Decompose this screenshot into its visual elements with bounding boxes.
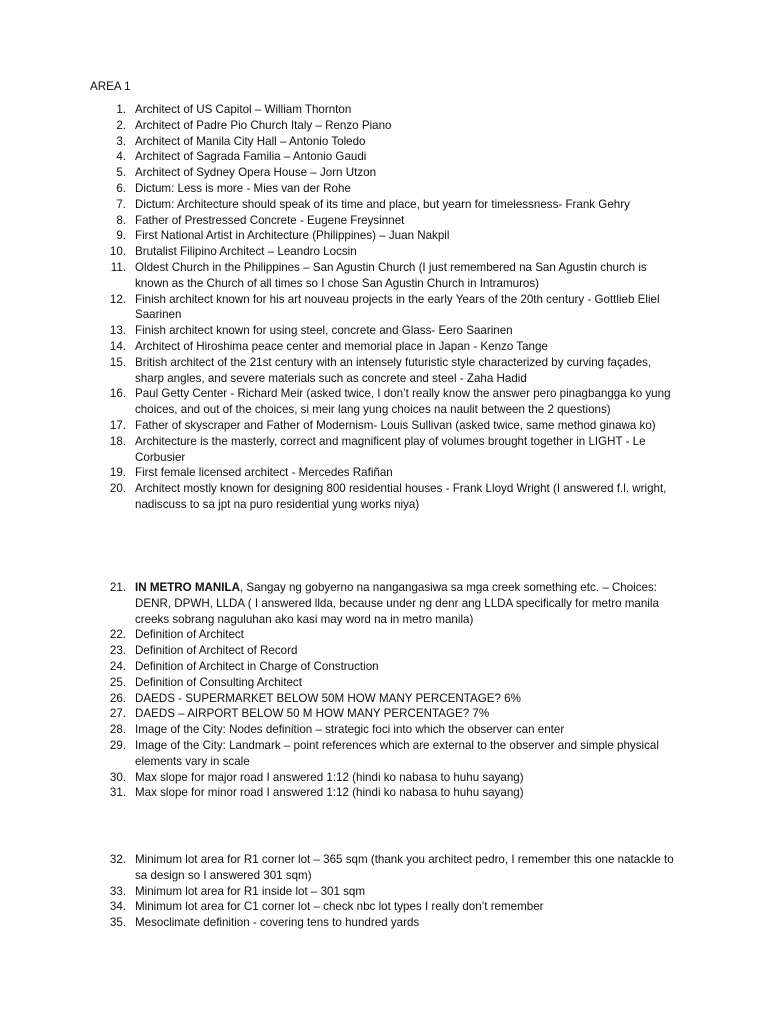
- list-item-text: Architect mostly known for designing 800 residential houses - Frank Lloyd Wright (I answered f.l. wright, nadiscuss to sa jpt na puro residential yung works niya): [135, 482, 667, 511]
- list-item-number: 30.: [109, 770, 126, 784]
- list-item-text: Architect of Padre Pio Church Italy – Renzo Piano: [135, 118, 392, 132]
- list-item: [0, 228, 680, 244]
- list-item: [0, 852, 680, 884]
- list-item: [0, 323, 680, 339]
- list-item: [0, 722, 680, 738]
- list-item: [0, 738, 680, 770]
- list-item: [0, 149, 680, 165]
- list-item: [0, 770, 680, 786]
- list-item-number: 25.: [109, 675, 126, 689]
- list-item-number: 8.: [116, 213, 126, 227]
- list-item: [0, 244, 680, 260]
- list-item-text: Image of the City: Nodes definition – strategic foci into which the observer can enter: [135, 723, 565, 737]
- list-item: [0, 355, 680, 387]
- list-item-number: 34.: [109, 900, 126, 914]
- list-item-number: 2.: [116, 118, 126, 132]
- list-item-number: 33.: [109, 884, 126, 898]
- list-item-text: Minimum lot area for R1 inside lot – 301 sqm: [135, 884, 366, 898]
- list-item: [0, 627, 680, 643]
- list-item-number: 22.: [109, 628, 126, 642]
- list-item-number: 6.: [116, 181, 126, 195]
- list-item-text: Max slope for major road I answered 1:12 (hindi ko nabasa to huhu sayang): [135, 770, 524, 784]
- list-item-number: 31.: [109, 786, 126, 800]
- list-item: [0, 134, 680, 150]
- list-item: [0, 213, 680, 229]
- list-item-number: 9.: [116, 229, 126, 243]
- list-item: [0, 102, 680, 118]
- list-item: [0, 339, 680, 355]
- list-group-1: [0, 102, 680, 513]
- list-item-text: Architect of Hiroshima peace center and memorial place in Japan - Kenzo Tange: [135, 339, 548, 353]
- list-item: [0, 785, 680, 801]
- list-item-text: Definition of Consulting Architect: [135, 675, 302, 689]
- list-item-number: 11.: [110, 260, 126, 274]
- list-item-number: 1.: [116, 103, 126, 116]
- list-item-text: Architect of US Capitol – William Thornton: [135, 103, 352, 116]
- list-item: [0, 465, 680, 481]
- list-item-text: Mesoclimate definition - covering tens to hundred yards: [135, 916, 420, 930]
- list-item-number: 26.: [109, 691, 126, 705]
- list-item-number: 32.: [109, 853, 126, 866]
- list-item-text: DAEDS - SUPERMARKET BELOW 50M HOW MANY PERCENTAGE? 6%: [135, 691, 521, 705]
- list-item: [0, 659, 680, 675]
- list-item: [0, 643, 680, 659]
- list-item-number: 7.: [116, 197, 126, 211]
- list-item-text: Max slope for minor road I answered 1:12 (hindi ko nabasa to huhu sayang): [135, 786, 524, 800]
- list-item-number: 13.: [109, 324, 126, 338]
- list-item-text: Image of the City: Landmark – point references which are external to the observer and simple physical elements vary in scale: [135, 738, 659, 768]
- list-item-number: 27.: [109, 707, 126, 721]
- list-item-number: 14.: [109, 339, 126, 353]
- list-item: [0, 197, 680, 213]
- list-item-text: Definition of Architect of Record: [135, 644, 298, 658]
- list-item-text: Paul Getty Center - Richard Meir (asked twice, I don’t really know the answer pero pinagbangga ko yung choices, and out of the choices, si meir lang yung choices na naulit between the 2 questions): [135, 387, 671, 417]
- list-item-number: 20.: [109, 482, 126, 496]
- list-item: [0, 181, 680, 197]
- list-item: [0, 434, 680, 466]
- list-group-2: [0, 580, 680, 801]
- list-item-text: Minimum lot area for C1 corner lot – check nbc lot types I really don’t remember: [135, 900, 544, 914]
- list-item: [0, 292, 680, 324]
- list-item: [0, 418, 680, 434]
- list-item-number: 18.: [109, 434, 126, 448]
- list-item-number: 5.: [116, 166, 126, 180]
- list-item-text: Brutalist Filipino Architect – Leandro Locsin: [135, 245, 357, 259]
- list-item-number: 19.: [109, 466, 126, 480]
- list-item: [0, 580, 680, 627]
- list-item: [0, 260, 680, 292]
- list-item: [0, 386, 680, 418]
- list-item: [0, 884, 680, 900]
- list-item-number: 28.: [109, 723, 126, 737]
- list-item-number: 16.: [109, 387, 126, 401]
- list-item-number: 35.: [109, 916, 126, 930]
- list-item-text: First female licensed architect - Mercedes Rafiñan: [135, 466, 393, 480]
- list-item-number: 23.: [109, 644, 126, 658]
- list-item-text: Finish architect known for his art nouveau projects in the early Years of the 20th century - Gottlieb Eliel Saarinen: [135, 292, 660, 322]
- list-item-text: First National Artist in Architecture (Philippines) – Juan Nakpil: [135, 229, 450, 243]
- list-item-text: Architect of Sydney Opera House – Jorn Utzon: [135, 166, 377, 180]
- list-item-number: 12.: [109, 292, 126, 306]
- list-item: [0, 118, 680, 134]
- list-item-number: 15.: [109, 355, 126, 369]
- document-heading: AREA 1: [90, 80, 131, 93]
- list-item-number: 21.: [109, 581, 126, 594]
- list-item-number: 4.: [116, 150, 126, 164]
- list-item: [0, 165, 680, 181]
- list-item-text: British architect of the 21st century with an intensely futuristic style characterized by curving façades, sharp angles, and severe materials such as concrete and steel - Zaha Hadid: [135, 355, 652, 385]
- list-item-bold-text: IN METRO MANILA: [135, 581, 240, 594]
- list-item: [0, 899, 680, 915]
- list-item: [0, 915, 680, 931]
- list-item-text: , Sangay ng gobyerno na nangangasiwa sa mga creek something etc. – Choices: DENR, DPWH, LLDA ( I answered llda, because under ng denr ang LLDA specifically for metro manila creeks sobrang naguluhan ako kasi may word na in metro manila): [135, 581, 659, 626]
- list-item-number: 24.: [109, 659, 126, 673]
- list-item: [0, 675, 680, 691]
- list-item-text: Dictum: Less is more - Mies van der Rohe: [135, 181, 351, 195]
- list-item-text: Finish architect known for using steel, concrete and Glass- Eero Saarinen: [135, 324, 513, 338]
- list-item-number: 3.: [116, 134, 126, 148]
- list-group-3: [0, 852, 680, 931]
- list-item-text: Architecture is the masterly, correct and magnificent play of volumes brought together in LIGHT - Le Corbusier: [135, 434, 646, 464]
- list-item-text: Dictum: Architecture should speak of its time and place, but yearn for timelessness- Frank Gehry: [135, 197, 630, 211]
- list-item-text: Father of Prestressed Concrete - Eugene Freysinnet: [135, 213, 405, 227]
- list-item-number: 10.: [109, 245, 126, 259]
- list-item-text: Architect of Manila City Hall – Antonio Toledo: [135, 134, 366, 148]
- list-item-text: DAEDS – AIRPORT BELOW 50 M HOW MANY PERCENTAGE? 7%: [135, 707, 490, 721]
- list-item-number: 29.: [109, 738, 126, 752]
- list-item-text: Architect of Sagrada Familia – Antonio Gaudi: [135, 150, 367, 164]
- list-item-number: 17.: [109, 418, 126, 432]
- list-item: [0, 481, 680, 513]
- list-item-text: Definition of Architect in Charge of Construction: [135, 659, 379, 673]
- list-item-text: Father of skyscraper and Father of Modernism- Louis Sullivan (asked twice, same method ginawa ko): [135, 418, 656, 432]
- list-item-text: Oldest Church in the Philippines – San Agustin Church (I just remembered na San Agustin church is known as the Church of all times so I chose San Agustin Church in Intramuros): [135, 260, 647, 290]
- list-item-text: Definition of Architect: [135, 628, 244, 642]
- list-item: [0, 691, 680, 707]
- list-item: [0, 706, 680, 722]
- list-item-text: Minimum lot area for R1 corner lot – 365 sqm (thank you architect pedro, I remember this one natackle to sa design so I answered 301 sqm): [135, 853, 674, 882]
